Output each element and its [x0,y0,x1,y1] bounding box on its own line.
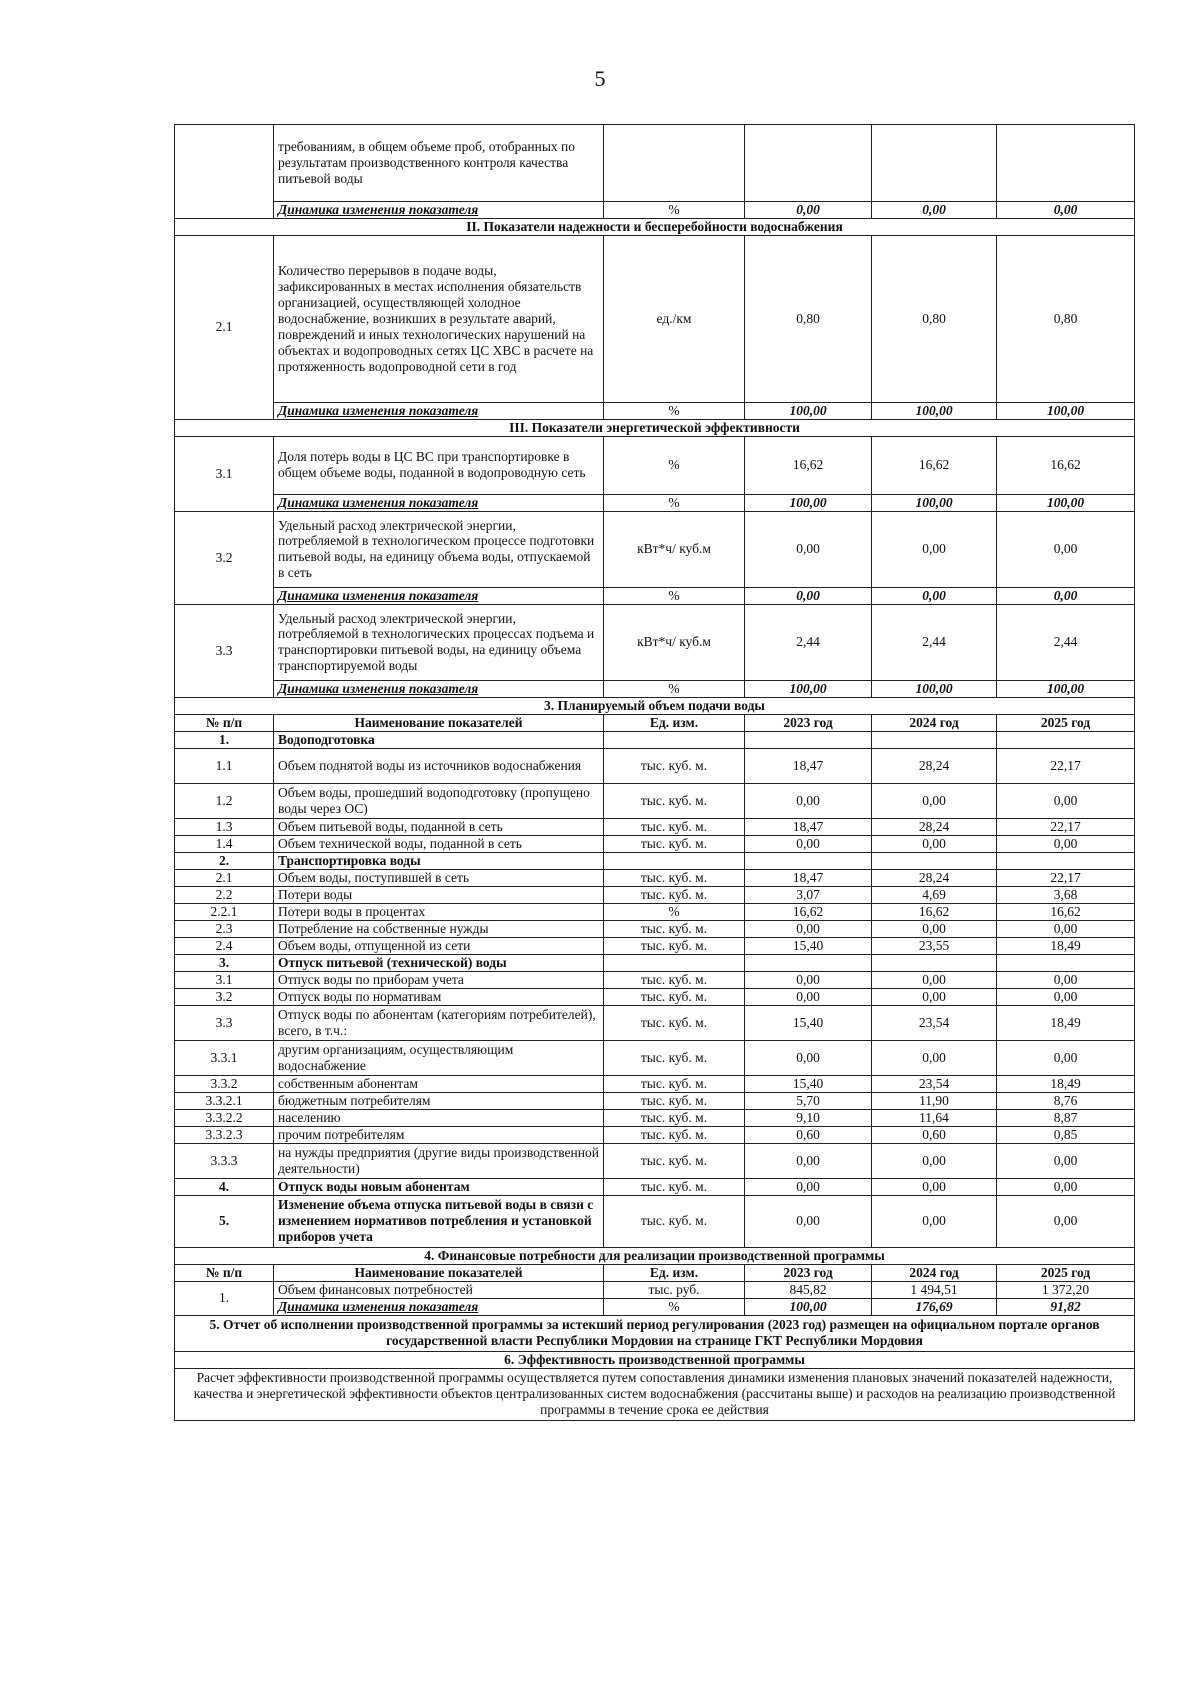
volume-section-title-row [175,697,1135,714]
unit-cell: кВт*ч/ куб.м [604,511,745,587]
indicator-name-cell: Изменение объема отпуска питьевой воды в связи с изменением нормативов потребления и установкой приборов учета [274,1195,604,1247]
unit-cell: % [604,903,745,920]
volume-row [175,1092,1135,1109]
indicator-name-cell: Отпуск воды по приборам учета [274,971,604,988]
row-number-cell: 2.1 [175,235,274,419]
volume-row [175,937,1135,954]
value-cell: 0,00 [872,1195,997,1247]
row-number-cell: 2.1 [175,869,274,886]
unit-cell: тыс. куб. м. [604,835,745,852]
volume-row [175,1005,1135,1040]
value-cell [745,852,872,869]
unit-cell [604,731,745,748]
unit-cell: тыс. куб. м. [604,1075,745,1092]
indicator-name-cell: Потери воды [274,886,604,903]
unit-cell: тыс. куб. м. [604,1092,745,1109]
value-cell: 22,17 [997,818,1135,835]
value-cell: 16,62 [745,436,872,494]
volume-row [175,731,1135,748]
row-number-cell: 2.2 [175,886,274,903]
row-number-cell: 2.3 [175,920,274,937]
value-cell: 8,76 [997,1092,1135,1109]
volume-row [175,1040,1135,1075]
unit-cell [604,954,745,971]
dynamics-value: 0,00 [997,202,1135,219]
value-cell: 18,49 [997,937,1135,954]
indicator-name-cell: Объем питьевой воды, поданной в сеть [274,818,604,835]
indicator-row [175,511,1135,587]
value-cell: 0,00 [745,1040,872,1075]
column-header: 2024 год [872,1264,997,1281]
row-number-cell: 3.3 [175,604,274,697]
unit-cell: ед./км [604,235,745,402]
value-cell: 22,17 [997,748,1135,783]
value-cell [997,125,1135,202]
value-cell: 15,40 [745,1075,872,1092]
value-cell: 0,00 [872,835,997,852]
row-number-cell: 1.4 [175,835,274,852]
volume-row [175,748,1135,783]
column-header: 2025 год [997,714,1135,731]
dynamics-row [175,402,1135,419]
volume-row [175,903,1135,920]
indicator-row [175,604,1135,680]
dynamics-unit: % [604,494,745,511]
value-cell: 0,00 [745,783,872,818]
finance-section-title-row [175,1247,1135,1264]
dynamics-value: 100,00 [872,494,997,511]
column-header: 2023 год [745,1264,872,1281]
dynamics-label: Динамика изменения показателя [274,494,604,511]
volume-row [175,954,1135,971]
dynamics-label: Динамика изменения показателя [274,680,604,697]
row-number-cell: 3.3.1 [175,1040,274,1075]
unit-cell: тыс. куб. м. [604,818,745,835]
unit-cell: тыс. куб. м. [604,1143,745,1178]
row-number-cell: 3.3.2 [175,1075,274,1092]
row-number-cell [175,125,274,219]
row-number-cell: 1.2 [175,783,274,818]
indicator-name-cell: требованиям, в общем объеме проб, отобранных по результатам производственного контроля качества питьевой воды [274,125,604,202]
value-cell: 0,00 [997,783,1135,818]
indicator-name-cell: Потери воды в процентах [274,903,604,920]
column-header: 2023 год [745,714,872,731]
volume-row [175,971,1135,988]
unit-cell: тыс. куб. м. [604,1005,745,1040]
value-cell: 0,00 [872,920,997,937]
unit-cell: тыс. куб. м. [604,783,745,818]
volume-header-row [175,714,1135,731]
efficiency-text-row [175,1368,1135,1420]
dynamics-value: 100,00 [997,494,1135,511]
column-header: Наименование показателей [274,714,604,731]
volume-row [175,1126,1135,1143]
section1-continuation-row [175,125,1135,202]
value-cell [872,852,997,869]
value-cell: 0,85 [997,1126,1135,1143]
value-cell: 0,00 [997,511,1135,587]
indicator-name-cell: Объем воды, поступившей в сеть [274,869,604,886]
unit-cell: тыс. куб. м. [604,748,745,783]
efficiency-section-title-row [175,1351,1135,1368]
efficiency-text: Расчет эффективности производственной программы осуществляется путем сопоставления динамики изменения плановых значений показателей надежности, качества и энергетической эффективности объектов централизованных систем водоснабжения (рассчитаны выше) и расходов на реализацию производственной программы в течение срока ее действия [175,1368,1135,1420]
indicator-name-cell: Объем воды, прошедший водоподготовку (пропущено воды через ОС) [274,783,604,818]
energy-section-title-row [175,419,1135,436]
unit-cell: тыс. куб. м. [604,869,745,886]
volume-row [175,835,1135,852]
value-cell: 16,62 [872,903,997,920]
value-cell: 0,00 [872,1178,997,1195]
indicator-name-cell: Объем поднятой воды из источников водоснабжения [274,748,604,783]
value-cell: 15,40 [745,1005,872,1040]
value-cell [997,731,1135,748]
indicator-name-cell: бюджетным потребителям [274,1092,604,1109]
indicator-name-cell: Отпуск питьевой (технической) воды [274,954,604,971]
value-cell: 18,47 [745,818,872,835]
program-table [174,124,1135,1421]
unit-cell: тыс. куб. м. [604,937,745,954]
value-cell: 23,54 [872,1075,997,1092]
dynamics-value: 100,00 [745,494,872,511]
value-cell: 0,00 [745,1143,872,1178]
value-cell: 0,00 [745,920,872,937]
unit-cell [604,125,745,202]
value-cell: 0,00 [872,783,997,818]
indicator-name-cell: другим организациям, осуществляющим водоснабжение [274,1040,604,1075]
indicator-name-cell: Объем финансовых потребностей [274,1281,604,1298]
indicator-name-cell: собственным абонентам [274,1075,604,1092]
value-cell: 0,00 [745,835,872,852]
value-cell: 0,00 [997,835,1135,852]
value-cell: 0,00 [997,1195,1135,1247]
row-number-cell: 1.1 [175,748,274,783]
row-number-cell: 1. [175,731,274,748]
value-cell [745,954,872,971]
row-number-cell: 3.1 [175,436,274,511]
dynamics-label: Динамика изменения показателя [274,202,604,219]
value-cell: 0,00 [872,511,997,587]
value-cell: 0,00 [997,1178,1135,1195]
dynamics-row [175,494,1135,511]
column-header: Ед. изм. [604,714,745,731]
finance-row [175,1281,1135,1298]
value-cell: 0,80 [745,235,872,402]
row-number-cell: 2. [175,852,274,869]
value-cell: 0,60 [872,1126,997,1143]
column-header: № п/п [175,1264,274,1281]
value-cell: 1 494,51 [872,1281,997,1298]
row-number-cell: 3. [175,954,274,971]
value-cell: 0,00 [745,1178,872,1195]
dynamics-value: 100,00 [997,402,1135,419]
volume-row [175,886,1135,903]
row-number-cell: 1.3 [175,818,274,835]
unit-cell: тыс. руб. [604,1281,745,1298]
row-number-cell: 1. [175,1281,274,1315]
unit-cell: тыс. куб. м. [604,988,745,1005]
section-title: 3. Планируемый объем подачи воды [175,697,1135,714]
dynamics-value: 100,00 [745,402,872,419]
page-number: 5 [594,66,606,91]
indicator-name-cell: Удельный расход электрической энергии, потребляемой в технологических процессах подъема и транспортировки питьевой воды, на единицу объема транспортируемой воды [274,604,604,680]
value-cell: 0,00 [745,511,872,587]
column-header: 2024 год [872,714,997,731]
row-number-cell: 3.3.3 [175,1143,274,1178]
row-number-cell: 3.3.2.2 [175,1109,274,1126]
value-cell: 2,44 [745,604,872,680]
finance-header-row [175,1264,1135,1281]
volume-row [175,920,1135,937]
section-title: II. Показатели надежности и бесперебойности водоснабжения [175,219,1135,236]
value-cell: 3,07 [745,886,872,903]
volume-row [175,1075,1135,1092]
dynamics-value: 176,69 [872,1298,997,1315]
value-cell: 18,49 [997,1075,1135,1092]
volume-row [175,869,1135,886]
indicator-name-cell: Объем технической воды, поданной в сеть [274,835,604,852]
indicator-name-cell: Количество перерывов в подаче воды, зафиксированных в местах исполнения обязательств организацией, осуществляющей холодное водоснабжение, возникших в результате аварий, повреждений и иных технологических нарушений на объектах и водопроводных сетях ЦС ХВС в расчете на протяженность водопроводной сети в год [274,235,604,402]
value-cell: 0,00 [997,1143,1135,1178]
section-title: III. Показатели энергетической эффективности [175,419,1135,436]
unit-cell: тыс. куб. м. [604,886,745,903]
dynamics-value: 100,00 [872,402,997,419]
row-number-cell: 3.2 [175,511,274,604]
unit-cell: тыс. куб. м. [604,1178,745,1195]
value-cell: 0,00 [997,1040,1135,1075]
value-cell: 0,00 [745,971,872,988]
dynamics-value: 100,00 [872,680,997,697]
value-cell: 28,24 [872,869,997,886]
indicator-name-cell: Объем воды, отпущенной из сети [274,937,604,954]
indicator-row [175,235,1135,402]
volume-row [175,1109,1135,1126]
row-number-cell: 3.2 [175,988,274,1005]
unit-cell: кВт*ч/ куб.м [604,604,745,680]
unit-cell [604,852,745,869]
unit-cell: тыс. куб. м. [604,1040,745,1075]
volume-row [175,818,1135,835]
value-cell [745,125,872,202]
volume-row [175,1178,1135,1195]
indicator-name-cell: Водоподготовка [274,731,604,748]
indicator-name-cell: Транспортировка воды [274,852,604,869]
dynamics-value: 0,00 [997,587,1135,604]
value-cell: 8,87 [997,1109,1135,1126]
indicator-name-cell: Отпуск воды по нормативам [274,988,604,1005]
column-header: № п/п [175,714,274,731]
dynamics-unit: % [604,680,745,697]
column-header: Ед. изм. [604,1264,745,1281]
dynamics-label: Динамика изменения показателя [274,587,604,604]
value-cell: 4,69 [872,886,997,903]
dynamics-row [175,680,1135,697]
value-cell: 11,90 [872,1092,997,1109]
value-cell [872,125,997,202]
value-cell [745,731,872,748]
value-cell: 0,00 [872,1143,997,1178]
value-cell: 23,54 [872,1005,997,1040]
volume-row [175,783,1135,818]
column-header: Наименование показателей [274,1264,604,1281]
dynamics-row [175,202,1135,219]
value-cell: 9,10 [745,1109,872,1126]
value-cell: 1 372,20 [997,1281,1135,1298]
value-cell: 0,00 [997,920,1135,937]
row-number-cell: 4. [175,1178,274,1195]
row-number-cell: 3.3 [175,1005,274,1040]
indicator-name-cell: прочим потребителям [274,1126,604,1143]
row-number-cell: 2.4 [175,937,274,954]
value-cell: 5,70 [745,1092,872,1109]
indicator-row [175,436,1135,494]
value-cell [997,954,1135,971]
value-cell: 0,80 [997,235,1135,402]
unit-cell: тыс. куб. м. [604,971,745,988]
reliability-section-title-row [175,219,1135,236]
indicator-name-cell: населению [274,1109,604,1126]
row-number-cell: 3.1 [175,971,274,988]
indicator-name-cell: на нужды предприятия (другие виды производственной деятельности) [274,1143,604,1178]
report-text: 5. Отчет об исполнении производственной программы за истекший период регулирования (2023 год) размещен на официальном портале органов государственной власти Республики Мордовия на странице ГКТ Республики Мордовия [175,1315,1135,1351]
value-cell: 0,00 [872,971,997,988]
row-number-cell: 2.2.1 [175,903,274,920]
dynamics-unit: % [604,402,745,419]
value-cell [997,852,1135,869]
dynamics-unit: % [604,587,745,604]
value-cell: 18,47 [745,748,872,783]
unit-cell: тыс. куб. м. [604,1126,745,1143]
value-cell: 0,00 [745,1195,872,1247]
value-cell: 22,17 [997,869,1135,886]
dynamics-value: 91,82 [997,1298,1135,1315]
dynamics-unit: % [604,1298,745,1315]
value-cell: 28,24 [872,748,997,783]
volume-row [175,1143,1135,1178]
indicator-name-cell: Доля потерь воды в ЦС ВС при транспортировке в общем объеме воды, поданной в водопроводную сеть [274,436,604,494]
unit-cell: тыс. куб. м. [604,1195,745,1247]
value-cell: 23,55 [872,937,997,954]
value-cell: 16,62 [997,436,1135,494]
report-row [175,1315,1135,1351]
value-cell: 2,44 [872,604,997,680]
column-header: 2025 год [997,1264,1135,1281]
value-cell: 845,82 [745,1281,872,1298]
unit-cell: тыс. куб. м. [604,1109,745,1126]
dynamics-value: 0,00 [745,587,872,604]
unit-cell: тыс. куб. м. [604,920,745,937]
value-cell [872,731,997,748]
value-cell: 16,62 [745,903,872,920]
value-cell: 18,47 [745,869,872,886]
dynamics-value: 0,00 [745,202,872,219]
value-cell: 15,40 [745,937,872,954]
value-cell: 0,00 [745,988,872,1005]
indicator-name-cell: Отпуск воды по абонентам (категориям потребителей), всего, в т.ч.: [274,1005,604,1040]
volume-row [175,852,1135,869]
value-cell: 16,62 [872,436,997,494]
unit-cell: % [604,436,745,494]
value-cell: 11,64 [872,1109,997,1126]
indicator-name-cell: Удельный расход электрической энергии, потребляемой в технологическом процессе подготовки питьевой воды, на единицу объема воды, отпускаемой в сеть [274,511,604,587]
value-cell: 0,00 [997,971,1135,988]
row-number-cell: 5. [175,1195,274,1247]
value-cell: 0,80 [872,235,997,402]
value-cell: 0,00 [997,988,1135,1005]
dynamics-value: 0,00 [872,202,997,219]
volume-row [175,988,1135,1005]
dynamics-label: Динамика изменения показателя [274,402,604,419]
value-cell: 2,44 [997,604,1135,680]
dynamics-row [175,587,1135,604]
dynamics-label: Динамика изменения показателя [274,1298,604,1315]
row-number-cell: 3.3.2.1 [175,1092,274,1109]
dynamics-value: 100,00 [745,1298,872,1315]
indicator-name-cell: Отпуск воды новым абонентам [274,1178,604,1195]
section-title: 4. Финансовые потребности для реализации производственной программы [175,1247,1135,1264]
volume-row [175,1195,1135,1247]
value-cell: 18,49 [997,1005,1135,1040]
value-cell: 28,24 [872,818,997,835]
value-cell: 0,00 [872,1040,997,1075]
value-cell: 0,00 [872,988,997,1005]
dynamics-value: 100,00 [745,680,872,697]
value-cell: 3,68 [997,886,1135,903]
section-title: 6. Эффективность производственной программы [175,1351,1135,1368]
value-cell [872,954,997,971]
value-cell: 16,62 [997,903,1135,920]
value-cell: 0,60 [745,1126,872,1143]
dynamics-value: 0,00 [872,587,997,604]
dynamics-value: 100,00 [997,680,1135,697]
indicator-name-cell: Потребление на собственные нужды [274,920,604,937]
row-number-cell: 3.3.2.3 [175,1126,274,1143]
dynamics-row [175,1298,1135,1315]
dynamics-unit: % [604,202,745,219]
